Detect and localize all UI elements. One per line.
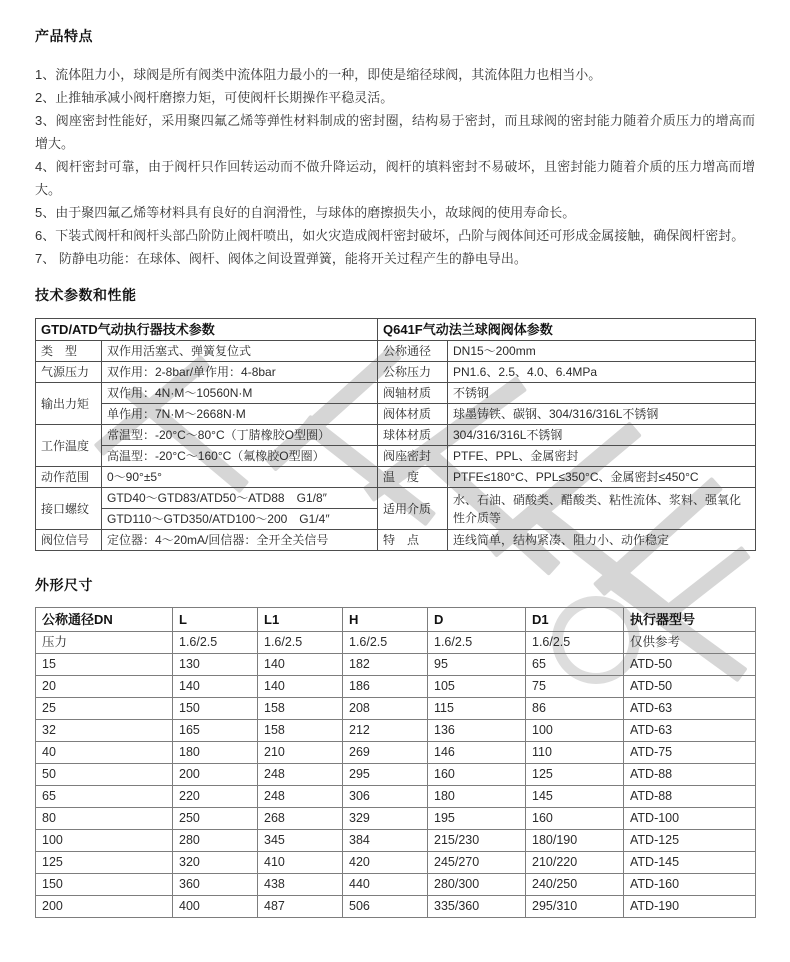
table-cell: 165 xyxy=(173,720,258,742)
tech-cell-label: 动作范围 xyxy=(36,467,102,488)
tech-cell-label: 适用介质 xyxy=(378,488,448,530)
table-cell: 420 xyxy=(343,852,428,874)
table-cell: 160 xyxy=(428,764,526,786)
table-cell: 245/270 xyxy=(428,852,526,874)
features-list xyxy=(35,63,755,270)
table-cell: 200 xyxy=(36,896,173,918)
table-row xyxy=(36,808,756,830)
tech-cell-value: 双作用：4N·M～10560N·M xyxy=(102,383,378,404)
table-cell: 180/190 xyxy=(526,830,624,852)
dimensions-heading: 外形尺寸 xyxy=(35,577,93,593)
table-cell: 95 xyxy=(428,654,526,676)
table-cell: 186 xyxy=(343,676,428,698)
tech-cell-value: 球墨铸铁、碳钢、304/316/316L不锈钢 xyxy=(448,404,756,425)
table-cell: 268 xyxy=(258,808,343,830)
table-row xyxy=(36,720,756,742)
table-cell: 487 xyxy=(258,896,343,918)
table-row xyxy=(36,698,756,720)
table-row xyxy=(36,764,756,786)
feature-item: 3、阀座密封性能好，采用聚四氟乙烯等弹性材料制成的密封圈，结构易于密封，而且球阀的密封能力随着介质压力的增高而增大。 xyxy=(35,113,755,151)
table-cell: 195 xyxy=(428,808,526,830)
table-row xyxy=(36,896,756,918)
features-heading: 产品特点 xyxy=(35,28,93,44)
table-cell: 105 xyxy=(428,676,526,698)
tech-cell-label: 特 点 xyxy=(378,530,448,551)
table-cell: 145 xyxy=(526,786,624,808)
table-cell: ATD-100 xyxy=(624,808,756,830)
table-cell: 269 xyxy=(343,742,428,764)
table-cell: 140 xyxy=(258,654,343,676)
table-cell: 1.6/2.5 xyxy=(526,632,624,654)
tech-cell-value: 定位器：4～20mA/回信器：全开全关信号 xyxy=(102,530,378,551)
tech-cell-label: 温 度 xyxy=(378,467,448,488)
table-row xyxy=(36,852,756,874)
tech-cell-label: 气源压力 xyxy=(36,362,102,383)
tech-cell-value: 双作用：2-8bar/单作用：4-8bar xyxy=(102,362,378,383)
tech-cell-value: GTD40～GTD83/ATD50～ATD88 G1/8″ xyxy=(102,488,378,509)
table-cell: 345 xyxy=(258,830,343,852)
tech-cell-label: 接口螺纹 xyxy=(36,488,102,530)
table-cell: ATD-50 xyxy=(624,654,756,676)
table-row xyxy=(36,446,756,467)
table-row xyxy=(36,319,756,341)
table-cell: 140 xyxy=(173,676,258,698)
table-cell: 1.6/2.5 xyxy=(428,632,526,654)
table-cell: 384 xyxy=(343,830,428,852)
tech-cell-value: 连线简单，结构紧凑、阻力小、动作稳定 xyxy=(448,530,756,551)
table-cell: 360 xyxy=(173,874,258,896)
tech-cell-value: 常温型：-20°C～80°C（丁腈橡胶O型圈） xyxy=(102,425,378,446)
table-cell: 208 xyxy=(343,698,428,720)
tech-cell-value: PTFE≤180°C、PPL≤350°C、金属密封≤450°C xyxy=(448,467,756,488)
table-cell: ATD-75 xyxy=(624,742,756,764)
table-cell: 210/220 xyxy=(526,852,624,874)
table-cell: 248 xyxy=(258,786,343,808)
table-cell: 75 xyxy=(526,676,624,698)
table-cell: 115 xyxy=(428,698,526,720)
table-row xyxy=(36,341,756,362)
tech-cell-label: 类 型 xyxy=(36,341,102,362)
table-cell: 335/360 xyxy=(428,896,526,918)
tech-cell-value: 单作用：7N·M～2668N·M xyxy=(102,404,378,425)
table-row xyxy=(36,383,756,404)
table-cell: 150 xyxy=(36,874,173,896)
table-row xyxy=(36,404,756,425)
table-cell: 158 xyxy=(258,698,343,720)
table-cell: 320 xyxy=(173,852,258,874)
tech-cell-label: 阀座密封 xyxy=(378,446,448,467)
table-cell: 150 xyxy=(173,698,258,720)
table-cell: 248 xyxy=(258,764,343,786)
table-cell: 140 xyxy=(258,676,343,698)
tech-cell-label: 输出力矩 xyxy=(36,383,102,425)
tech-cell-label: 阀位信号 xyxy=(36,530,102,551)
table-row xyxy=(36,676,756,698)
table-cell: 32 xyxy=(36,720,173,742)
tech-cell-value: DN15～200mm xyxy=(448,341,756,362)
tech-cell-label: 阀体材质 xyxy=(378,404,448,425)
table-cell: 280/300 xyxy=(428,874,526,896)
table-row xyxy=(36,488,756,509)
table-cell: 410 xyxy=(258,852,343,874)
table-cell: 212 xyxy=(343,720,428,742)
table-cell: ATD-88 xyxy=(624,764,756,786)
table-cell: 1.6/2.5 xyxy=(343,632,428,654)
table-cell: 329 xyxy=(343,808,428,830)
table-cell: ATD-63 xyxy=(624,720,756,742)
tech-cell-value: 不锈钢 xyxy=(448,383,756,404)
table-row xyxy=(36,425,756,446)
table-cell: ATD-88 xyxy=(624,786,756,808)
table-cell: 160 xyxy=(526,808,624,830)
tech-heading: 技术参数和性能 xyxy=(35,287,137,303)
table-cell: ATD-50 xyxy=(624,676,756,698)
table-cell: ATD-190 xyxy=(624,896,756,918)
table-row xyxy=(36,742,756,764)
table-cell: 220 xyxy=(173,786,258,808)
tech-cell-value: 双作用活塞式、弹簧复位式 xyxy=(102,341,378,362)
table-row xyxy=(36,654,756,676)
table-cell: 仅供参考 xyxy=(624,632,756,654)
table-cell: 200 xyxy=(173,764,258,786)
table-cell: 440 xyxy=(343,874,428,896)
tech-cell-value: 水、石油、硝酸类、醋酸类、粘性流体、浆料、强氧化性介质等 xyxy=(448,488,756,530)
table-cell: 100 xyxy=(526,720,624,742)
dims-column-header: D xyxy=(428,608,526,632)
dims-column-header: D1 xyxy=(526,608,624,632)
table-cell: 136 xyxy=(428,720,526,742)
feature-item: 2、止推轴承减小阀杆磨擦力矩，可使阀杆长期操作平稳灵活。 xyxy=(35,90,394,105)
tech-cell-label: 球体材质 xyxy=(378,425,448,446)
table-cell: 146 xyxy=(428,742,526,764)
table-cell: 240/250 xyxy=(526,874,624,896)
table-cell: 250 xyxy=(173,808,258,830)
table-cell: 438 xyxy=(258,874,343,896)
tech-cell-value: PTFE、PPL、金属密封 xyxy=(448,446,756,467)
dimensions-table xyxy=(35,607,756,918)
table-row xyxy=(36,467,756,488)
table-cell: 158 xyxy=(258,720,343,742)
table-row xyxy=(36,830,756,852)
table-cell: 压力 xyxy=(36,632,173,654)
tech-cell-value: 304/316/316L不锈钢 xyxy=(448,425,756,446)
table-cell: 25 xyxy=(36,698,173,720)
tech-cell-label: 阀轴材质 xyxy=(378,383,448,404)
table-cell: 306 xyxy=(343,786,428,808)
tech-cell-label: 公称压力 xyxy=(378,362,448,383)
tech-parameters-table xyxy=(35,318,756,551)
table-cell: 180 xyxy=(173,742,258,764)
table-cell: 295/310 xyxy=(526,896,624,918)
table-cell: 182 xyxy=(343,654,428,676)
tech-cell-value: 高温型：-20°C～160°C（氟橡胶O型圈） xyxy=(102,446,378,467)
tech-cell-value: GTD110～GTD350/ATD100～200 G1/4″ xyxy=(102,509,378,530)
tech-table-right-title: Q641F气动法兰球阀阀体参数 xyxy=(378,319,756,341)
table-cell: 215/230 xyxy=(428,830,526,852)
feature-item: 4、阀杆密封可靠，由于阀杆只作回转运动而不做升降运动，阀杆的填料密封不易破坏，且密封能力随着介质的压力增高而增大。 xyxy=(35,159,755,197)
tech-cell-label: 公称通径 xyxy=(378,341,448,362)
table-cell: 1.6/2.5 xyxy=(173,632,258,654)
tech-table-left-title: GTD/ATD气动执行器技术参数 xyxy=(36,319,378,341)
table-cell: 295 xyxy=(343,764,428,786)
table-cell: 50 xyxy=(36,764,173,786)
feature-item: 5、由于聚四氟乙烯等材料具有良好的自润滑性，与球体的磨擦损失小，故球阀的使用寿命长。 xyxy=(35,205,576,220)
table-row xyxy=(36,530,756,551)
table-cell: 400 xyxy=(173,896,258,918)
table-row xyxy=(36,874,756,896)
dims-table-head-row xyxy=(36,608,756,632)
dims-column-header: H xyxy=(343,608,428,632)
dims-column-header: L xyxy=(173,608,258,632)
table-cell: ATD-145 xyxy=(624,852,756,874)
table-cell: 40 xyxy=(36,742,173,764)
table-cell: 130 xyxy=(173,654,258,676)
table-cell: 20 xyxy=(36,676,173,698)
table-cell: 80 xyxy=(36,808,173,830)
table-cell: 86 xyxy=(526,698,624,720)
table-cell: ATD-125 xyxy=(624,830,756,852)
table-cell: 100 xyxy=(36,830,173,852)
table-row xyxy=(36,632,756,654)
dims-column-header: 公称通径DN xyxy=(36,608,173,632)
table-cell: 65 xyxy=(526,654,624,676)
table-cell: 125 xyxy=(36,852,173,874)
table-cell: 1.6/2.5 xyxy=(258,632,343,654)
table-cell: ATD-160 xyxy=(624,874,756,896)
table-row xyxy=(36,786,756,808)
table-cell: 210 xyxy=(258,742,343,764)
dims-column-header: L1 xyxy=(258,608,343,632)
table-cell: 125 xyxy=(526,764,624,786)
table-row xyxy=(36,362,756,383)
table-cell: 15 xyxy=(36,654,173,676)
table-cell: 65 xyxy=(36,786,173,808)
tech-cell-value: PN1.6、2.5、4.0、6.4MPa xyxy=(448,362,756,383)
table-cell: ATD-63 xyxy=(624,698,756,720)
feature-item: 6、下装式阀杆和阀杆头部凸阶防止阀杆喷出，如火灾造成阀杆密封破坏，凸阶与阀体间还可形成金属接触，确保阀杆密封。 xyxy=(35,228,745,243)
table-cell: 506 xyxy=(343,896,428,918)
dims-column-header: 执行器型号 xyxy=(624,608,756,632)
dims-table-body xyxy=(36,632,756,918)
table-cell: 280 xyxy=(173,830,258,852)
table-cell: 110 xyxy=(526,742,624,764)
feature-item: 1、流体阻力小，球阀是所有阀类中流体阻力最小的一种，即使是缩径球阀，其流体阻力也相当小。 xyxy=(35,67,602,82)
tech-cell-value: 0～90°±5° xyxy=(102,467,378,488)
table-cell: 180 xyxy=(428,786,526,808)
feature-item: 7、 防静电功能：在球体、阀杆、阀体之间设置弹簧，能将开关过程产生的静电导出。 xyxy=(35,251,527,266)
tech-cell-label: 工作温度 xyxy=(36,425,102,467)
